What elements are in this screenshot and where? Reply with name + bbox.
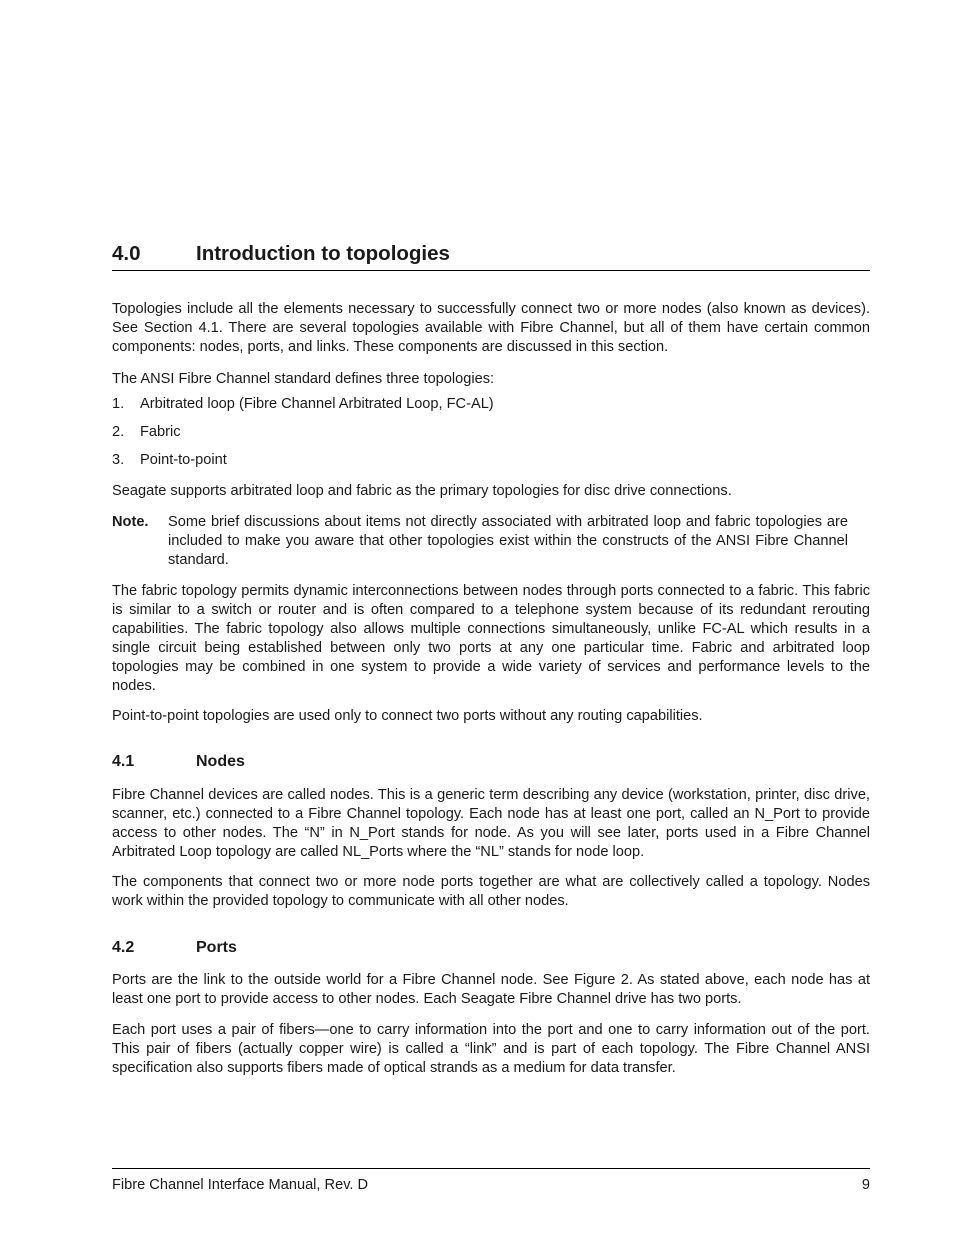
ports-paragraph-2: Each port uses a pair of fibers—one to carry information into the port and one to carry information out of the port. This pair of fibers (actually copper wire) is called a “link” and is part of each topology. The Fibre Channel ANSI specification also supports fibers made of optical strands as a medium for data transfer. [112, 1022, 870, 1076]
page-number: 9 [861, 1177, 870, 1193]
list-item [112, 395, 870, 414]
note-label: Note. [112, 514, 149, 530]
footer-divider [112, 1168, 870, 1169]
section-heading-main [112, 240, 870, 271]
list-item-number: 1. [112, 396, 125, 412]
section-title: Ports [196, 939, 237, 956]
intro-paragraph-2: The ANSI Fibre Channel standard defines three topologies: [112, 371, 495, 387]
intro-paragraph-4: The fabric topology permits dynamic interconnections between nodes through ports connected to a fabric. This fabric is similar to a switch or router and is often compared to a telephone system because of its redundant rerouting capabilities. The fabric topology also allows multiple connections simultaneously, unlike FC-AL which results in a single circuit being established between only two ports at any one particular time. Fabric and arbitrated loop topologies may be combined in one system to provide a wide variety of services and performance levels to the nodes. [112, 583, 870, 694]
list-item-number: 3. [112, 452, 125, 468]
list-item-number: 2. [112, 424, 125, 440]
list-item [112, 451, 870, 470]
section-heading-nodes [112, 752, 870, 772]
section-number: 4.1 [112, 753, 135, 770]
list-item-text: Arbitrated loop (Fibre Channel Arbitrated Loop, FC-AL) [140, 396, 494, 412]
note-text: Some brief discussions about items not directly associated with arbitrated loop and fabric topologies are included to make you aware that other topologies exist within the constructs of the ANSI Fibre Channel standard. [168, 514, 848, 568]
list-item-text: Fabric [140, 424, 181, 440]
section-title: Nodes [196, 753, 245, 770]
nodes-paragraph-1: Fibre Channel devices are called nodes. This is a generic term describing any device (workstation, printer, disc drive, scanner, etc.) connected to a Fibre Channel topology. Each node has at least one port, called an N_Port to provide access to other nodes. The “N” in N_Port stands for node. As you will see later, ports used in a Fibre Channel Arbitrated Loop topology are called NL_Ports where the “NL” stands for node loop. [112, 787, 870, 860]
list-item [112, 423, 870, 442]
ports-paragraph-1: Ports are the link to the outside world for a Fibre Channel node. See Figure 2. As stated above, each node has at least one port to provide access to other nodes. Each Seagate Fibre Channel drive has two ports. [112, 972, 870, 1007]
list-item-text: Point-to-point [140, 452, 227, 468]
intro-paragraph-1: Topologies include all the elements necessary to successfully connect two or more nodes (also known as devices). See Section 4.1. There are several topologies available with Fibre Channel, but all of them have certain common components: nodes, ports, and links. These components are discussed in this section. [112, 301, 870, 355]
section-number: 4.2 [112, 939, 135, 956]
nodes-paragraph-2: The components that connect two or more node ports together are what are collectively called a topology. Nodes work within the provided topology to communicate with all other nodes. [112, 874, 870, 909]
section-number: 4.0 [112, 242, 141, 265]
section-title: Introduction to topologies [196, 242, 450, 265]
footer-title: Fibre Channel Interface Manual, Rev. D [112, 1177, 369, 1193]
section-heading-ports [112, 938, 870, 958]
intro-paragraph-3: Seagate supports arbitrated loop and fabric as the primary topologies for disc drive connections. [112, 483, 732, 499]
intro-paragraph-5: Point-to-point topologies are used only to connect two ports without any routing capabilities. [112, 708, 703, 724]
